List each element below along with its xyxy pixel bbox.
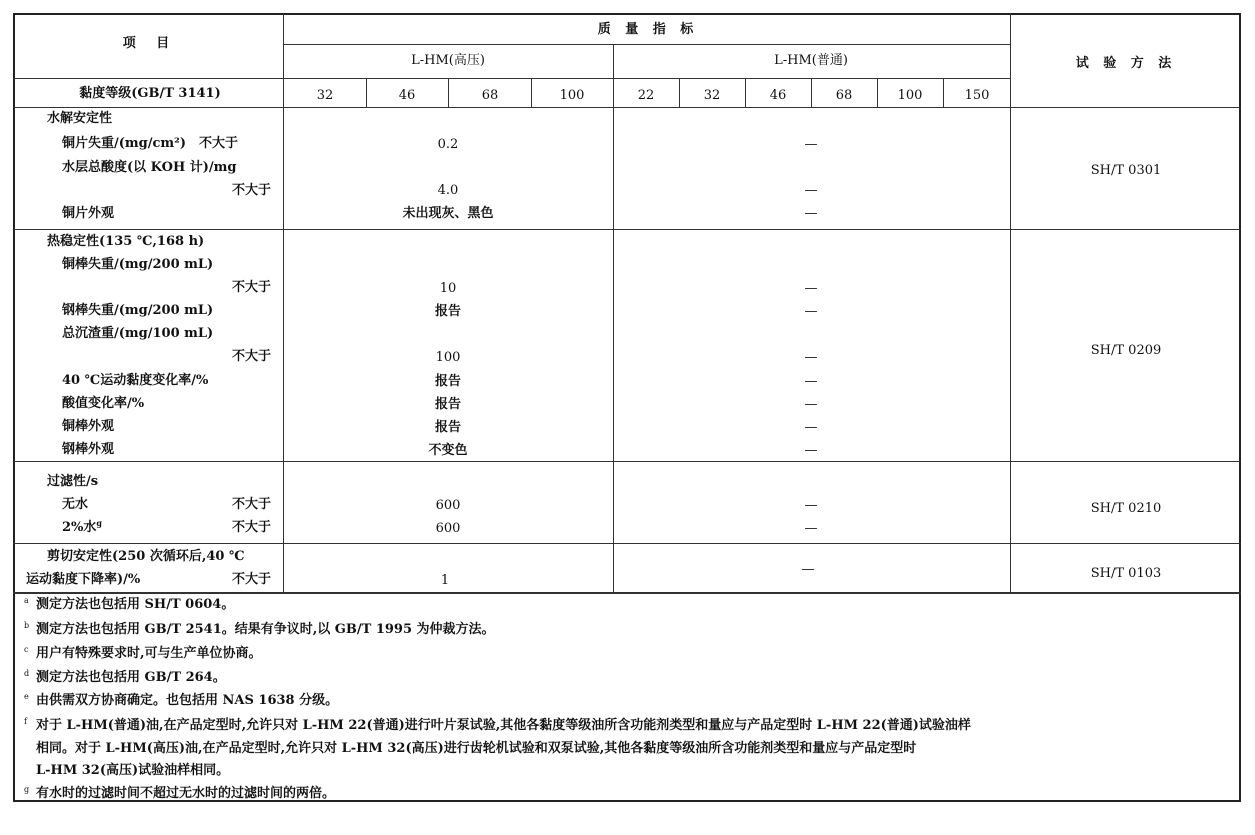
rule-under-grades bbox=[13, 107, 1241, 108]
thermal-steel-rod-loss-value: 报告 bbox=[434, 304, 462, 319]
filter-title: 过滤性/s bbox=[47, 474, 99, 489]
filter-no-water-label: 无水 bbox=[62, 497, 89, 512]
footnote-f-line3: L-HM 32(高压)试验油样相同。 bbox=[36, 763, 230, 778]
filter-water-value: 600 bbox=[435, 521, 461, 536]
hydrolysis-title: 水解安定性 bbox=[47, 111, 113, 126]
rule-table-bottom bbox=[13, 592, 1241, 594]
footnote-a-text: 测定方法也包括用 SH/T 0604。 bbox=[36, 597, 235, 612]
footnote-f-cont-2 bbox=[24, 763, 229, 779]
thermal-acid-change-value: 报告 bbox=[434, 397, 462, 412]
header-group-normal: L-HM(普通) bbox=[774, 53, 848, 68]
shear-label-line1: 剪切安定性(250 次循环后,40 ℃ bbox=[47, 549, 245, 564]
hydrolysis-water-acid-value: 4.0 bbox=[437, 183, 459, 198]
rule-grade-9 bbox=[943, 78, 944, 107]
footnote-f: f 对于 L-HM(普通)油,在产品定型时,允许只对 L-HM 22(普通)进行叶片泵试验,其他各黏度等级油所含功能剂类型和量应与产品定型时 L-HM 22(普通)试验油样 bbox=[24, 717, 971, 733]
grade-normal-22: 22 bbox=[637, 88, 655, 103]
rule-section-thermal bbox=[13, 229, 1241, 230]
footnote-ref-g: g bbox=[96, 518, 102, 528]
shear-value: 1 bbox=[440, 573, 450, 588]
shear-normal-dash: — bbox=[801, 562, 815, 577]
footnote-e: e 由供需双方协商确定。也包括用 NAS 1638 分级。 bbox=[24, 692, 339, 708]
footnote-d: d 测定方法也包括用 GB/T 264。 bbox=[24, 669, 226, 685]
rule-method-column bbox=[1010, 13, 1011, 593]
hydrolysis-normal-dash-3: — bbox=[804, 206, 818, 221]
thermal-sludge-label: 总沉渣重/(mg/100 mL) bbox=[62, 326, 214, 341]
shear-label-line2: 运动黏度下降率)/% bbox=[26, 572, 141, 587]
thermal-visc-change-value: 报告 bbox=[434, 374, 462, 389]
thermal-copper-rod-appearance-value: 报告 bbox=[434, 420, 462, 435]
hydrolysis-copper-appearance-label: 铜片外观 bbox=[62, 206, 115, 221]
thermal-normal-dash-1: — bbox=[804, 281, 818, 296]
footnote-c: c 用户有特殊要求时,可与生产单位协商。 bbox=[24, 645, 262, 661]
thermal-sludge-value: 100 bbox=[435, 350, 461, 365]
footnote-f-line2: 相同。对于 L-HM(高压)油,在产品定型时,允许只对 L-HM 32(高压)进行齿轮机试验和双泵试验,其他各黏度等级油所含功能剂类型和量应与产品定型时 bbox=[36, 741, 917, 756]
filter-water-text: 2%水 bbox=[62, 520, 97, 535]
footnote-d-text: 测定方法也包括用 GB/T 264。 bbox=[36, 670, 226, 685]
grade-normal-32: 32 bbox=[703, 88, 721, 103]
hydrolysis-copper-loss-label: 铜片失重/(mg/cm²) 不大于 bbox=[62, 136, 239, 151]
thermal-acid-change-label: 酸值变化率/% bbox=[62, 396, 145, 411]
thermal-normal-dash-6: — bbox=[804, 420, 818, 435]
filter-normal-dash-2: — bbox=[804, 521, 818, 536]
grade-normal-68: 68 bbox=[835, 88, 853, 103]
footnote-g-text: 有水时的过滤时间不超过无水时的过滤时间的两倍。 bbox=[36, 786, 336, 801]
filter-no-water-value: 600 bbox=[435, 498, 461, 513]
footnote-c-text: 用户有特殊要求时,可与生产单位协商。 bbox=[36, 646, 262, 661]
hydrolysis-not-more: 不大于 bbox=[231, 183, 271, 198]
thermal-copper-rod-loss-label: 铜棒失重/(mg/200 mL) bbox=[62, 257, 214, 272]
thermal-normal-dash-5: — bbox=[804, 397, 818, 412]
footnote-f-cont-1 bbox=[24, 741, 916, 757]
shear-not-more: 不大于 bbox=[231, 572, 271, 587]
header-group-hp: L-HM(高压) bbox=[411, 53, 485, 68]
thermal-normal-dash-2: — bbox=[804, 304, 818, 319]
rule-grade-6 bbox=[745, 78, 746, 107]
thermal-normal-dash-4: — bbox=[804, 374, 818, 389]
rule-group-divider bbox=[613, 44, 614, 593]
grade-normal-150: 150 bbox=[964, 88, 990, 103]
hydrolysis-water-acid-label: 水层总酸度(以 KOH 计)/mg bbox=[62, 160, 237, 175]
thermal-not-more-2: 不大于 bbox=[231, 349, 271, 364]
shear-method: SH/T 0103 bbox=[1090, 566, 1162, 581]
footnote-a: a 测定方法也包括用 SH/T 0604。 bbox=[24, 596, 235, 612]
thermal-not-more-1: 不大于 bbox=[231, 280, 271, 295]
filter-water-label bbox=[62, 520, 102, 536]
rule-under-quality bbox=[283, 44, 1010, 45]
rule-grade-2 bbox=[448, 78, 449, 107]
footnote-f-line1: 对于 L-HM(普通)油,在产品定型时,允许只对 L-HM 22(普通)进行叶片泵试验,其他各黏度等级油所含功能剂类型和量应与产品定型时 L-HM 22(普通)试验油样 bbox=[36, 718, 971, 733]
hydrolysis-appearance-value: 未出现灰、黑色 bbox=[402, 206, 494, 221]
thermal-visc-change-label: 40 ℃运动黏度变化率/% bbox=[62, 373, 209, 388]
thermal-normal-dash-7: — bbox=[804, 443, 818, 458]
filter-water-not-more: 不大于 bbox=[231, 520, 271, 535]
filter-no-water-not-more: 不大于 bbox=[231, 497, 271, 512]
thermal-steel-rod-loss-label: 钢棒失重/(mg/200 mL) bbox=[62, 303, 214, 318]
thermal-title: 热稳定性(135 ℃,168 h) bbox=[47, 234, 205, 249]
filter-method: SH/T 0210 bbox=[1090, 501, 1162, 516]
rule-grade-5 bbox=[679, 78, 680, 107]
footnote-g: g 有水时的过滤时间不超过无水时的过滤时间的两倍。 bbox=[24, 785, 336, 801]
hydrolysis-copper-loss-value: 0.2 bbox=[437, 137, 459, 152]
grade-hp-46: 46 bbox=[398, 88, 416, 103]
rule-grade-1 bbox=[366, 78, 367, 107]
hydrolysis-method: SH/T 0301 bbox=[1090, 163, 1162, 178]
footnote-b: b 测定方法也包括用 GB/T 2541。结果有争议时,以 GB/T 1995 为仲裁方法。 bbox=[24, 621, 495, 637]
rule-section-filter bbox=[13, 461, 1241, 462]
thermal-copper-rod-loss-value: 10 bbox=[439, 281, 457, 296]
header-item: 项 目 bbox=[122, 36, 178, 51]
header-quality: 质 量 指 标 bbox=[597, 22, 699, 37]
grade-normal-46: 46 bbox=[769, 88, 787, 103]
thermal-steel-rod-appearance-value: 不变色 bbox=[428, 443, 468, 458]
thermal-steel-rod-appearance-label: 钢棒外观 bbox=[62, 442, 115, 457]
grade-hp-100: 100 bbox=[559, 88, 585, 103]
footnote-e-text: 由供需双方协商确定。也包括用 NAS 1638 分级。 bbox=[36, 693, 339, 708]
rule-grade-3 bbox=[531, 78, 532, 107]
thermal-normal-dash-3: — bbox=[804, 350, 818, 365]
rule-under-groups bbox=[13, 78, 1010, 79]
rule-grade-7 bbox=[811, 78, 812, 107]
filter-normal-dash-1: — bbox=[804, 498, 818, 513]
grade-normal-100: 100 bbox=[897, 88, 923, 103]
rule-section-shear bbox=[13, 543, 1241, 544]
rule-grade-8 bbox=[877, 78, 878, 107]
grade-hp-68: 68 bbox=[481, 88, 499, 103]
viscosity-grade-label: 黏度等级(GB/T 3141) bbox=[79, 86, 221, 101]
thermal-copper-rod-appearance-label: 铜棒外观 bbox=[62, 419, 115, 434]
footnote-b-text: 测定方法也包括用 GB/T 2541。结果有争议时,以 GB/T 1995 为仲裁方法。 bbox=[36, 622, 495, 637]
grade-hp-32: 32 bbox=[316, 88, 334, 103]
header-method: 试 验 方 法 bbox=[1075, 56, 1177, 71]
rule-item-column bbox=[283, 13, 284, 593]
hydrolysis-normal-dash-1: — bbox=[804, 137, 818, 152]
hydrolysis-normal-dash-2: — bbox=[804, 183, 818, 198]
thermal-method: SH/T 0209 bbox=[1090, 343, 1162, 358]
